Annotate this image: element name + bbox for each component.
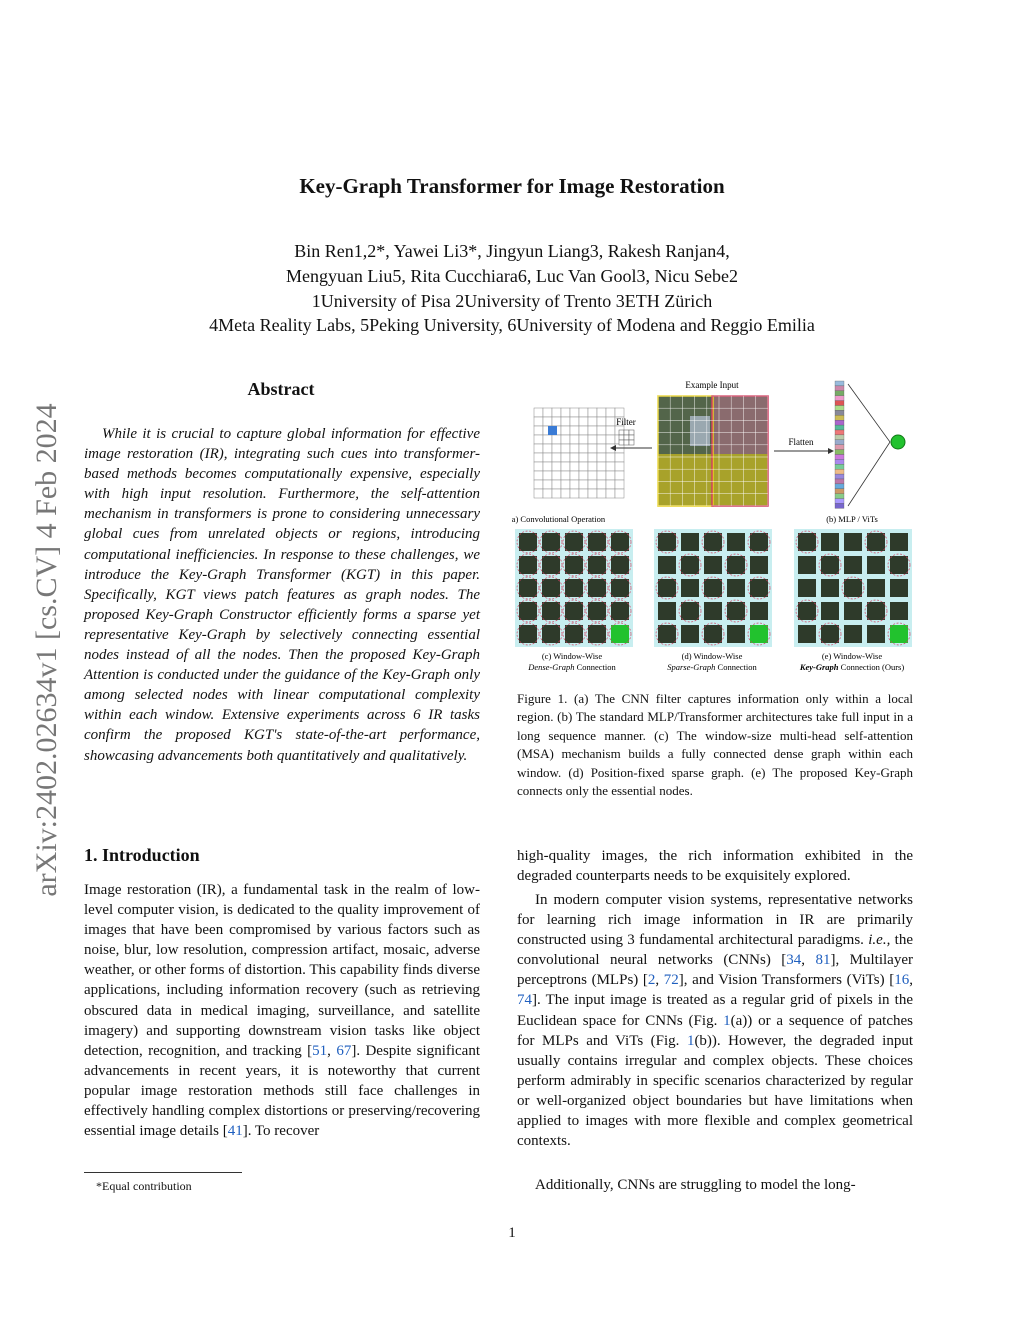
grid-cell xyxy=(570,471,579,480)
grid-cell xyxy=(534,444,543,453)
grid-cell xyxy=(579,489,588,498)
grid-cell xyxy=(570,489,579,498)
filter-cell xyxy=(619,440,624,445)
grid-cell xyxy=(579,444,588,453)
grid-cell xyxy=(588,471,597,480)
window-patch xyxy=(588,533,606,551)
window-patch xyxy=(727,556,745,574)
grid-cell xyxy=(570,480,579,489)
window-patch xyxy=(750,579,768,597)
window-patch xyxy=(542,556,560,574)
grid-cell xyxy=(615,480,624,489)
filter-cell xyxy=(629,435,634,440)
grid-cell xyxy=(552,408,561,417)
grid-cell xyxy=(534,426,543,435)
grid-cell xyxy=(579,435,588,444)
token-cell xyxy=(835,504,844,509)
window-patch xyxy=(890,556,908,574)
grid-cell xyxy=(615,471,624,480)
grid-cell xyxy=(543,471,552,480)
grid-cell xyxy=(588,426,597,435)
window-patch xyxy=(798,533,816,551)
grid-cell xyxy=(597,408,606,417)
window-patch xyxy=(519,533,537,551)
arxiv-sidebar-stamp xyxy=(32,365,62,935)
window-patch xyxy=(519,579,537,597)
grid-cell xyxy=(588,435,597,444)
window-patch xyxy=(565,625,583,643)
window-patch xyxy=(519,556,537,574)
token-cell xyxy=(835,474,844,479)
affiliation-text: 1University of Pisa 2University of Trento 3ETH Zürich xyxy=(311,291,713,311)
citation-link[interactable]: 74 xyxy=(517,992,532,1009)
window-patch xyxy=(798,556,816,574)
window-patch xyxy=(844,625,862,643)
grid-cell xyxy=(570,453,579,462)
grid-cell xyxy=(588,417,597,426)
window-patch xyxy=(867,556,885,574)
footnote: *Equal contribution xyxy=(96,1179,192,1193)
window-patch xyxy=(542,533,560,551)
window-patch xyxy=(727,533,745,551)
label-em: Sparse-Graph xyxy=(667,662,716,672)
token-sequence xyxy=(835,381,844,508)
window-patch xyxy=(588,556,606,574)
page-number: 1 xyxy=(508,1225,516,1241)
window-patch xyxy=(565,579,583,597)
window-patch xyxy=(588,602,606,620)
grid-cell xyxy=(543,444,552,453)
grid-cell xyxy=(579,408,588,417)
token-cell xyxy=(835,420,844,425)
window-patch xyxy=(867,602,885,620)
grid-cell xyxy=(615,453,624,462)
label-e-line1: (e) Window-Wise xyxy=(821,651,883,661)
intro-paragraph-1 xyxy=(84,880,480,1141)
window-patch xyxy=(867,533,885,551)
filter-cell xyxy=(624,435,629,440)
arrowhead xyxy=(828,448,834,454)
window-patch xyxy=(704,625,722,643)
grid-cell xyxy=(615,489,624,498)
window-patch xyxy=(798,602,816,620)
window-patch xyxy=(519,602,537,620)
grid-cell xyxy=(579,462,588,471)
label-c-line1: (c) Window-Wise xyxy=(541,651,603,661)
grid-cell xyxy=(588,408,597,417)
grid-cell xyxy=(570,408,579,417)
token-cell xyxy=(835,410,844,415)
window-patch xyxy=(658,556,676,574)
window-patch xyxy=(821,556,839,574)
filter-cell xyxy=(619,430,624,435)
text-run: i.e., xyxy=(868,932,891,949)
text-run: (b)). However, the degraded input usually contains irregular and complex objects. These choices perform admirably in specific scenarios characterized by regular or well-organized object boundaries but have limitations when applied to images with more flexible and complex geometrical contexts. xyxy=(517,1032,913,1150)
figure-1-svg xyxy=(512,376,917,676)
grid-cell xyxy=(534,480,543,489)
citation-link[interactable]: 81 xyxy=(815,952,831,969)
grid-cell xyxy=(597,462,606,471)
label-c-line2 xyxy=(527,662,616,672)
intro-paragraph-3: Additionally, CNNs are struggling to model the long- xyxy=(535,1177,856,1193)
token-cell xyxy=(835,469,844,474)
grid-cell xyxy=(543,417,552,426)
figure-link[interactable]: 1 xyxy=(723,1012,731,1029)
window-patch xyxy=(844,556,862,574)
grid-cell xyxy=(543,453,552,462)
grid-cell xyxy=(597,480,606,489)
token-cell xyxy=(835,499,844,504)
footnote-divider xyxy=(84,1172,242,1173)
grid-cell xyxy=(597,417,606,426)
grid-cell xyxy=(552,453,561,462)
window-patch xyxy=(542,625,560,643)
panel-dense-graph xyxy=(515,529,633,647)
window-patch xyxy=(821,602,839,620)
window-patch xyxy=(565,602,583,620)
citation-link[interactable]: 41 xyxy=(227,1123,243,1140)
label-d-line1: (d) Window-Wise xyxy=(681,651,743,661)
grid-cell xyxy=(597,435,606,444)
grid-cell xyxy=(597,453,606,462)
window-patch xyxy=(727,579,745,597)
citation-link[interactable]: 51 xyxy=(312,1042,328,1059)
panel-key-graph xyxy=(794,529,912,647)
token-cell xyxy=(835,415,844,420)
grid-cell xyxy=(579,417,588,426)
grid-cell xyxy=(588,444,597,453)
separator: , xyxy=(801,952,816,969)
grid-cell xyxy=(588,489,597,498)
token-cell xyxy=(835,494,844,499)
window-patch xyxy=(611,602,629,620)
grid-cell xyxy=(561,444,570,453)
window-patch xyxy=(750,602,768,620)
token-cell xyxy=(835,406,844,411)
window-patch xyxy=(611,579,629,597)
citation-link[interactable]: 34 xyxy=(786,952,802,969)
figure-link[interactable]: 1 xyxy=(686,1032,695,1049)
window-patch xyxy=(821,533,839,551)
grid-cell xyxy=(606,435,615,444)
filter-cell xyxy=(629,440,634,445)
grid-cell xyxy=(570,435,579,444)
authors-line-2 xyxy=(0,264,1024,288)
window-patch xyxy=(890,579,908,597)
author-text: Mengyuan Liu5, Rita Cucchiara6, Luc Van Gool3, Nicu Sebe2 xyxy=(285,266,739,286)
grid-cell xyxy=(534,471,543,480)
grid-cell xyxy=(570,426,579,435)
grid-cell xyxy=(579,480,588,489)
window-patch xyxy=(798,625,816,643)
text-run: Image restoration (IR), a fundamental task in the realm of low-level computer vision, is dedicated to the quality improvement of images that have been compromised by various factors such as noise, blur, low resolution, compression artifact, mosaic, adverse weather, or other forms of distortion. This capability finds diverse applications, including information recovery (such as retrieving obscured data in medical imaging, surveillance, and satellite imagery) and supporting downstream vision tasks like object detection, recognition, and tracking [ xyxy=(84,882,480,1059)
window-patch xyxy=(658,579,676,597)
grid-cell xyxy=(552,435,561,444)
window-patch xyxy=(844,579,862,597)
token-cell xyxy=(835,430,844,435)
affiliation-text: 4Meta Reality Labs, 5Peking University, 6University of Modena and Reggio Emilia xyxy=(209,315,815,335)
label-em: Key-Graph xyxy=(799,662,839,672)
separator: , xyxy=(909,972,913,989)
panel-sparse-graph xyxy=(654,529,772,647)
citation-link[interactable]: 16 xyxy=(894,972,910,989)
grid-cell xyxy=(615,408,624,417)
grid-cell xyxy=(552,417,561,426)
window-patch xyxy=(727,625,745,643)
token-cell xyxy=(835,396,844,401)
grid-cell xyxy=(543,435,552,444)
arxiv-id: arXiv:2402.02634v1 [cs.CV] 4 Feb 2024 xyxy=(30,403,63,897)
window-patch xyxy=(844,533,862,551)
grid-cell xyxy=(561,408,570,417)
intro-paragraph-2 xyxy=(517,890,913,1151)
label-em: Dense-Graph xyxy=(528,662,575,672)
label-rest: Connection (Ours) xyxy=(838,662,905,672)
flatten-label: Flatten xyxy=(788,437,814,447)
window-patch xyxy=(750,556,768,574)
token-cell xyxy=(835,489,844,494)
window-patch xyxy=(658,533,676,551)
text-run: the convolutional neural networks (CNNs) [ xyxy=(517,932,913,969)
token-cell xyxy=(835,435,844,440)
conv-grid xyxy=(534,408,624,498)
filter-label: Filter xyxy=(616,417,636,427)
grid-cell xyxy=(606,489,615,498)
window-patch xyxy=(821,625,839,643)
grid-cell xyxy=(570,417,579,426)
text-run: In modern computer vision systems, representative networks for learning rich image information in IR are primarily constructed using 3 fundamental architectural paradigms. xyxy=(517,892,913,949)
grid-cell xyxy=(588,462,597,471)
text-run: , xyxy=(327,1042,337,1059)
window-patch xyxy=(681,602,699,620)
grid-cell xyxy=(561,417,570,426)
window-patch xyxy=(681,556,699,574)
grid-cell xyxy=(597,444,606,453)
grid-cell xyxy=(561,462,570,471)
label-a: (a) Convolutional Operation xyxy=(512,514,606,524)
filter-icon xyxy=(619,430,634,445)
grid-cell xyxy=(606,417,615,426)
token-cell xyxy=(835,445,844,450)
window-patch xyxy=(565,533,583,551)
window-patch xyxy=(844,602,862,620)
text-run: ]. Despite significant advancements in recent years, it is noteworthy that current popular image restoration methods still face challenges in effectively handling complex distortions or preserving/recovering essential image details [ xyxy=(84,1042,481,1140)
filter-cell xyxy=(629,430,634,435)
window-patch xyxy=(542,579,560,597)
affiliations-line-1 xyxy=(0,289,1024,313)
text-run: ], Multilayer perceptrons (MLPs) [ xyxy=(517,952,913,989)
intro-paragraph-1-continued: high-quality images, the rich information exhibited in the degraded counterparts needs to be exquisitely explored. xyxy=(517,848,913,885)
token-cell xyxy=(835,425,844,430)
figure-1-caption: Figure 1. (a) The CNN filter captures information only within a local region. (b) The standard MLP/Transformer architectures take full input in a long sequence manner. (c) The window-size multi-head self-attention (MSA) mechanism builds a fully connected dense graph within each window. (d) Position-fixed sparse graph. (e) The proposed Key-Graph connects only the essential nodes. xyxy=(517,691,913,799)
intro-heading: 1. Introduction xyxy=(84,845,200,865)
window-patch xyxy=(519,625,537,643)
grid-cell xyxy=(606,426,615,435)
example-input-label: Example Input xyxy=(685,380,739,390)
window-patch xyxy=(704,579,722,597)
label-e-line2 xyxy=(799,662,905,672)
grid-cell xyxy=(561,435,570,444)
grid-cell xyxy=(570,462,579,471)
token-cell xyxy=(835,391,844,396)
citation-link[interactable]: 2 xyxy=(647,972,656,989)
paper-title: Key-Graph Transformer for Image Restoration xyxy=(299,174,725,198)
window-patch xyxy=(750,533,768,551)
token-cell xyxy=(835,386,844,391)
window-patch xyxy=(658,602,676,620)
grid-cell xyxy=(534,453,543,462)
grid-cell xyxy=(588,480,597,489)
grid-cell xyxy=(534,417,543,426)
token-cell xyxy=(835,479,844,484)
mlp-fan xyxy=(848,384,890,506)
window-patch xyxy=(588,625,606,643)
grid-cell xyxy=(534,489,543,498)
window-patch xyxy=(867,625,885,643)
text-run: ]. The input image is treated as a regular grid of pixels in the Euclidean space for CNNs (Fig. xyxy=(517,992,913,1029)
grid-cell xyxy=(552,444,561,453)
window-patch xyxy=(681,579,699,597)
affiliations-line-2 xyxy=(0,313,1024,337)
text-run: ]. To recover xyxy=(242,1123,320,1140)
grid-cell xyxy=(543,480,552,489)
grid-cell xyxy=(606,453,615,462)
filter-cell xyxy=(619,435,624,440)
window-patch xyxy=(890,602,908,620)
window-patch xyxy=(821,579,839,597)
filter-cell xyxy=(624,430,629,435)
grid-cell xyxy=(534,408,543,417)
window-patch xyxy=(588,579,606,597)
window-patch xyxy=(611,533,629,551)
separator: , xyxy=(655,972,664,989)
grid-cell xyxy=(579,453,588,462)
figure-1 xyxy=(512,376,917,676)
key-node-icon xyxy=(891,435,905,449)
grid-cell xyxy=(561,480,570,489)
label-b: (b) MLP / ViTs xyxy=(826,514,878,524)
example-input-image xyxy=(658,396,768,506)
grid-cell xyxy=(579,426,588,435)
window-patch xyxy=(798,579,816,597)
filter-cell xyxy=(624,440,629,445)
grid-cell xyxy=(597,426,606,435)
window-patch xyxy=(704,533,722,551)
grid-cell xyxy=(543,462,552,471)
grid-cell xyxy=(561,453,570,462)
citation-link[interactable]: 67 xyxy=(336,1042,352,1059)
grid-cell xyxy=(561,471,570,480)
grid-cell xyxy=(606,462,615,471)
grid-cell xyxy=(561,489,570,498)
label-d-line2 xyxy=(667,662,757,672)
grid-cell xyxy=(597,471,606,480)
window-patch xyxy=(704,556,722,574)
window-patch xyxy=(681,625,699,643)
grid-cell xyxy=(552,480,561,489)
token-cell xyxy=(835,401,844,406)
window-patch xyxy=(890,625,908,643)
grid-cell xyxy=(552,489,561,498)
token-cell xyxy=(835,455,844,460)
conv-kernel-highlight xyxy=(548,426,557,435)
window-patch xyxy=(611,625,629,643)
text-run: (a)) or a sequence of patches for MLPs and ViTs (Fig. xyxy=(517,1012,913,1049)
window-patch xyxy=(704,602,722,620)
abstract-heading: Abstract xyxy=(247,379,315,399)
window-patch xyxy=(565,556,583,574)
grid-cell xyxy=(534,462,543,471)
grid-cell xyxy=(543,489,552,498)
grid-cell xyxy=(597,489,606,498)
window-patch xyxy=(681,533,699,551)
citation-link[interactable]: 72 xyxy=(663,972,679,989)
token-cell xyxy=(835,450,844,455)
grid-cell xyxy=(534,435,543,444)
grid-cell xyxy=(552,471,561,480)
token-cell xyxy=(835,459,844,464)
window-patch xyxy=(867,579,885,597)
text-run: ], and Vision Transformers (ViTs) [ xyxy=(678,972,895,989)
token-cell xyxy=(835,381,844,386)
grid-cell xyxy=(552,462,561,471)
grid-cell xyxy=(606,471,615,480)
grid-cell xyxy=(579,471,588,480)
grid-cell xyxy=(606,480,615,489)
token-cell xyxy=(835,484,844,489)
label-rest: Connection xyxy=(715,662,757,672)
window-patch xyxy=(750,625,768,643)
grid-cell xyxy=(615,462,624,471)
token-cell xyxy=(835,440,844,445)
label-rest: Connection xyxy=(574,662,616,672)
grid-cell xyxy=(570,444,579,453)
grid-cell xyxy=(606,408,615,417)
authors-line-1 xyxy=(0,239,1024,263)
window-patch xyxy=(611,556,629,574)
token-cell xyxy=(835,464,844,469)
grid-cell xyxy=(561,426,570,435)
window-patch xyxy=(658,625,676,643)
window-patch xyxy=(890,533,908,551)
window-patch xyxy=(727,602,745,620)
grid-cell xyxy=(588,453,597,462)
abstract-text: While it is crucial to capture global information for effective image restoration (IR), integrating such cues into transformer-based methods becomes computationally expensive, especially with high input resolution. Furthermore, the self-attention mechanism in transformers is prone to considering unnecessary global cues from unrelated objects or regions, introducing computational inefficiencies. In response to these challenges, we introduce the Key-Graph Transformer (KGT) in this paper. Specifically, KGT views patch features as graph nodes. The proposed Key-Graph Constructor efficiently forms a sparse yet representative Key-Graph by selectively connecting essential nodes instead of all the nodes. Then the proposed Key-Graph Attention is conducted under the guidance of the Key-Graph only among selected nodes with linear computational complexity within each window. Extensive experiments across 6 IR tasks confirm the proposed KGT's state-of-the-art performance, showcasing advancements both quantitatively and qualitatively. xyxy=(84,426,480,764)
author-text: Bin Ren1,2*, Yawei Li3*, Jingyun Liang3, Rakesh Ranjan4, xyxy=(294,241,730,261)
window-patch xyxy=(542,602,560,620)
grid-cell xyxy=(543,408,552,417)
